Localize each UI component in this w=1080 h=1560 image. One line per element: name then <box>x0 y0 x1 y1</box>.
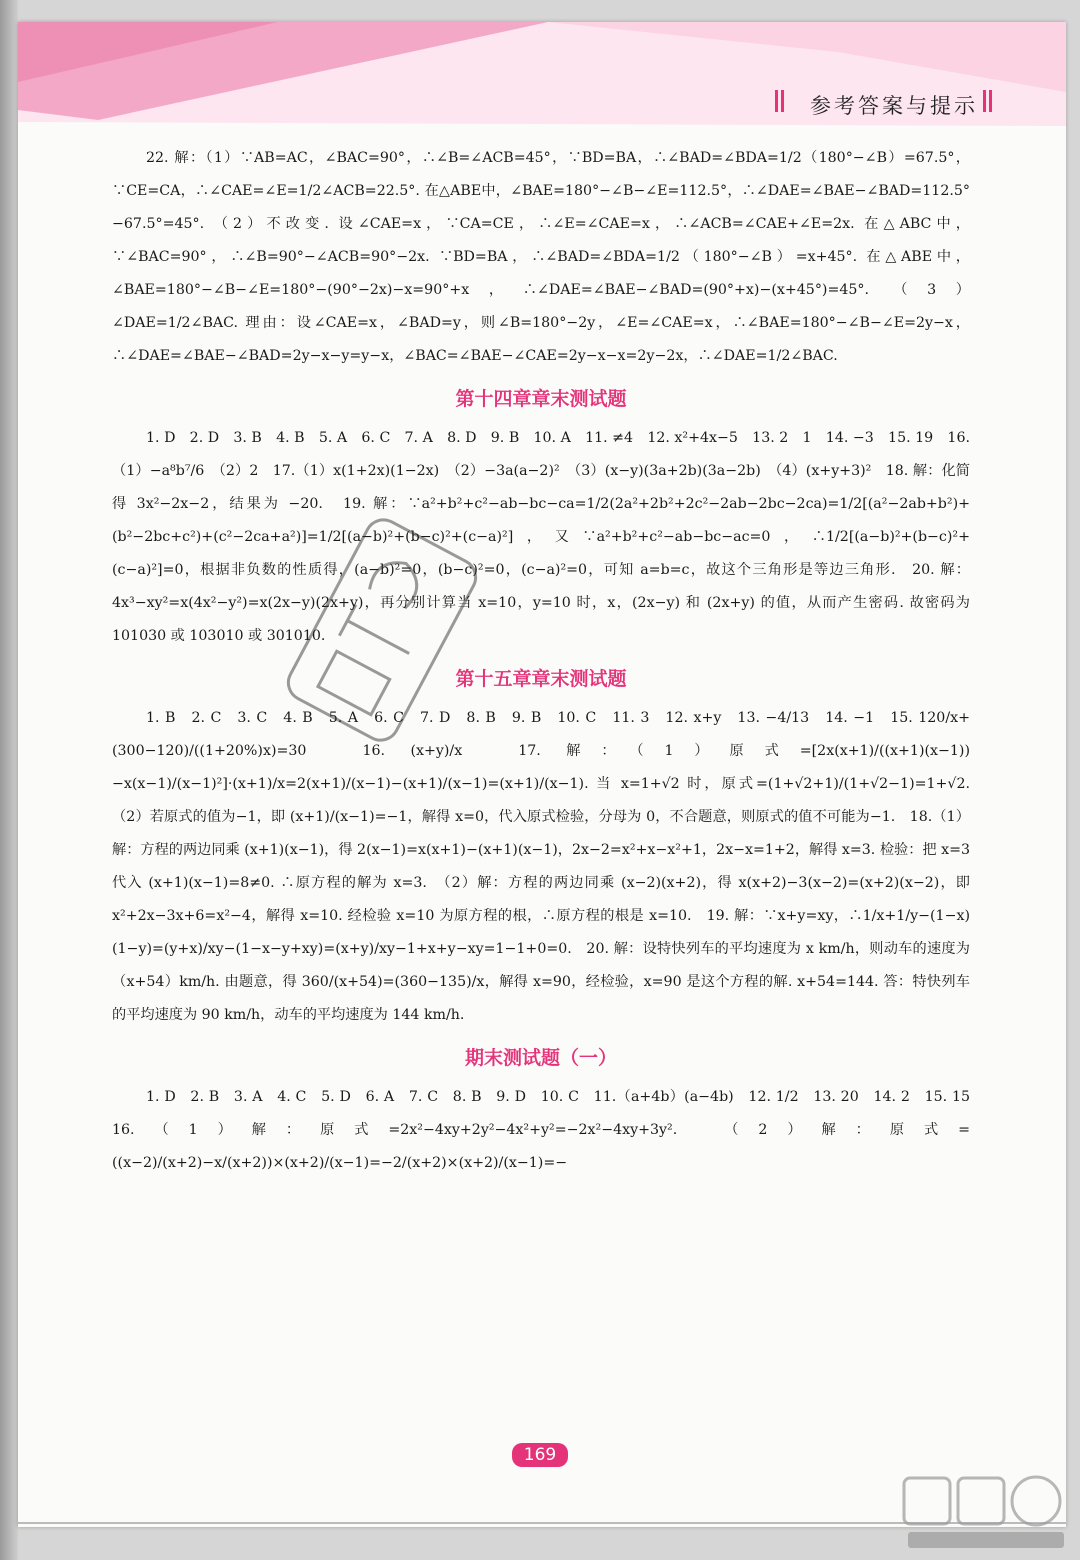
header-bar-left-2 <box>781 90 784 112</box>
section-final-exam-1 <box>112 1043 985 1180</box>
header-title: 参考答案与提示 <box>810 94 978 118</box>
document-page <box>18 22 1066 1527</box>
header-decoration <box>18 22 1066 152</box>
answer-paragraph: 1. B 2. C 3. C 4. B 5. A 6. C 7. D 8. B 9. B 10. C 11. 3 12. x+y 13. −4/13 14. −1 15. 120/x+(300−120)/((1+20%)x)=30 16. (x+y)/x 17. 解：（1）原式=[2x(x+1)/((x+1)(x−1))−x(x−1)/(x−1)²]·(x+1)/x=2(x+1)/(x−1)−(x+1)/(x−1)=(x+1)/(x−1). 当 x=1+√2 时，原式=(1+√2+1)/(1+√2−1)=1+√2. （2）若原式的值为−1，即 (x+1)/(x−1)=−1，解得 x=0，代入原式检验，分母为 0，不合题意，则原式的值不可能为−1. 18.（1）解：方程的两边同乘 (x+1)(x−1)，得 2(x−1)=x(x+1)−(x+1)(x−1)，2x−2=x²+x−x²+1，2x−x=1+2，解得 x=3. 检验：把 x=3 代入 (x+1)(x−1)=8≠0. ∴原方程的解为 x=3. （2）解：方程的两边同乘 (x−2)(x+2)，得 x(x+2)−3(x−2)=(x+2)(x−2)，即 x²+2x−3x+6=x²−4，解得 x=10. 经检验 x=10 为原方程的根，∴原方程的根是 x=10. 19. 解：∵x+y=xy，∴1/x+1/y−(1−x)(1−y)=(y+x)/xy−(1−x−y+xy)=(x+y)/xy−1+x+y−xy=1−1+0=0. 20. 解：设特快列车的平均速度为 x km/h，则动车的速度为（x+54）km/h. 由题意，得 360/(x+54)=(360−135)/x，解得 x=90，经检验，x=90 是这个方程的解. x+54=144. 答：特快列车的平均速度为 90 km/h，动车的平均速度为 144 km/h. <box>112 710 985 1023</box>
page-number: 169 <box>512 1443 568 1467</box>
section-title: 第十五章章末测试题 <box>455 668 627 690</box>
section-problem-22 <box>112 142 970 373</box>
answer-paragraph: 1. D 2. D 3. B 4. B 5. A 6. C 7. A 8. D 9. B 10. A 11. ≠4 12. x²+4x−5 13. 2 1 14. −3 15. 19 16.（1）−a⁸b⁷/6 （2）2 17.（1）x(1+2x)(1−2x) （2）−3a(a−2)² （3）(x−y)(3a+2b)(3a−2b) （4）(x+y+3)² 18. 解：化简得 3x²−2x−2，结果为 −20. 19. 解：∵a²+b²+c²−ab−bc−ca=1/2(2a²+2b²+2c²−2ab−2bc−2ca)=1/2[(a²−2ab+b²)+(b²−2bc+c²)+(c²−2ca+a²)]=1/2[(a−b)²+(b−c)²+(c−a)²]，又∵a²+b²+c²−ab−bc−ac=0，∴1/2[(a−b)²+(b−c)²+(c−a)²]=0，根据非负数的性质得，(a−b)²=0，(b−c)²=0，(c−a)²=0，可知 a=b=c，故这个三角形是等边三角形. 20. 解：4x³−xy²=x(4x²−y²)=x(2x−y)(2x+y)，再分别计算当 x=10，y=10 时，x，(2x−y) 和 (2x+y) 的值，从而产生密码. 故密码为 101030 或 103010 或 301010. <box>112 430 970 644</box>
section-title: 第十四章章末测试题 <box>455 388 627 410</box>
section-chapter-15 <box>112 664 985 1032</box>
header-bar-left <box>775 90 778 112</box>
header-bar-right-2 <box>989 90 992 112</box>
section-chapter-14 <box>112 384 970 653</box>
header-bar-right <box>983 90 986 112</box>
answer-circle-logo-icon <box>896 1470 1076 1556</box>
answer-paragraph: 22. 解：（1）∵AB=AC，∠BAC=90°，∴∠B=∠ACB=45°，∵BD=BA，∴∠BAD=∠BDA=1/2（180°−∠B）=67.5°，∵CE=CA，∴∠CAE=∠E=1/2∠ACB=22.5°. 在△ABE中，∠BAE=180°−∠B−∠E=112.5°，∴∠DAE=∠BAE−∠BAD=112.5°−67.5°=45°. （2）不改变. 设∠CAE=x，∵CA=CE，∴∠E=∠CAE=x，∴∠ACB=∠CAE+∠E=2x. 在△ABC中，∵∠BAC=90°，∴∠B=90°−∠ACB=90°−2x. ∵BD=BA，∴∠BAD=∠BDA=1/2（180°−∠B）=x+45°. 在△ABE中，∠BAE=180°−∠B−∠E=180°−(90°−2x)−x=90°+x，∴∠DAE=∠BAE−∠BAD=(90°+x)−(x+45°)=45°. （3）∠DAE=1/2∠BAC. 理由：设∠CAE=x，∠BAD=y，则∠B=180°−2y，∠E=∠CAE=x，∴∠BAE=180°−∠B−∠E=2y−x，∴∠DAE=∠BAE−∠BAD=2y−x−y=y−x，∠BAC=∠BAE−∠CAE=2y−x−x=2y−2x，∴∠DAE=1/2∠BAC. <box>112 150 970 364</box>
section-title: 期末测试题（一） <box>464 1047 617 1069</box>
answer-content <box>112 142 985 1180</box>
watermark-stamp-icon <box>262 500 502 760</box>
page-binding-shadow <box>0 0 18 1560</box>
answer-paragraph: 1. D 2. B 3. A 4. C 5. D 6. A 7. C 8. B 9. D 10. C 11.（a+4b）(a−4b) 12. 1/2 13. 20 14. 2 15. 15 16.（1）解：原式=2x²−4xy+2y²−4x²+y²=−2x²−4xy+3y². （2）解：原式=((x−2)/(x+2)−x/(x+2))×(x+2)/(x−1)=−2/(x+2)×(x+2)/(x−1)=− <box>112 1089 985 1171</box>
